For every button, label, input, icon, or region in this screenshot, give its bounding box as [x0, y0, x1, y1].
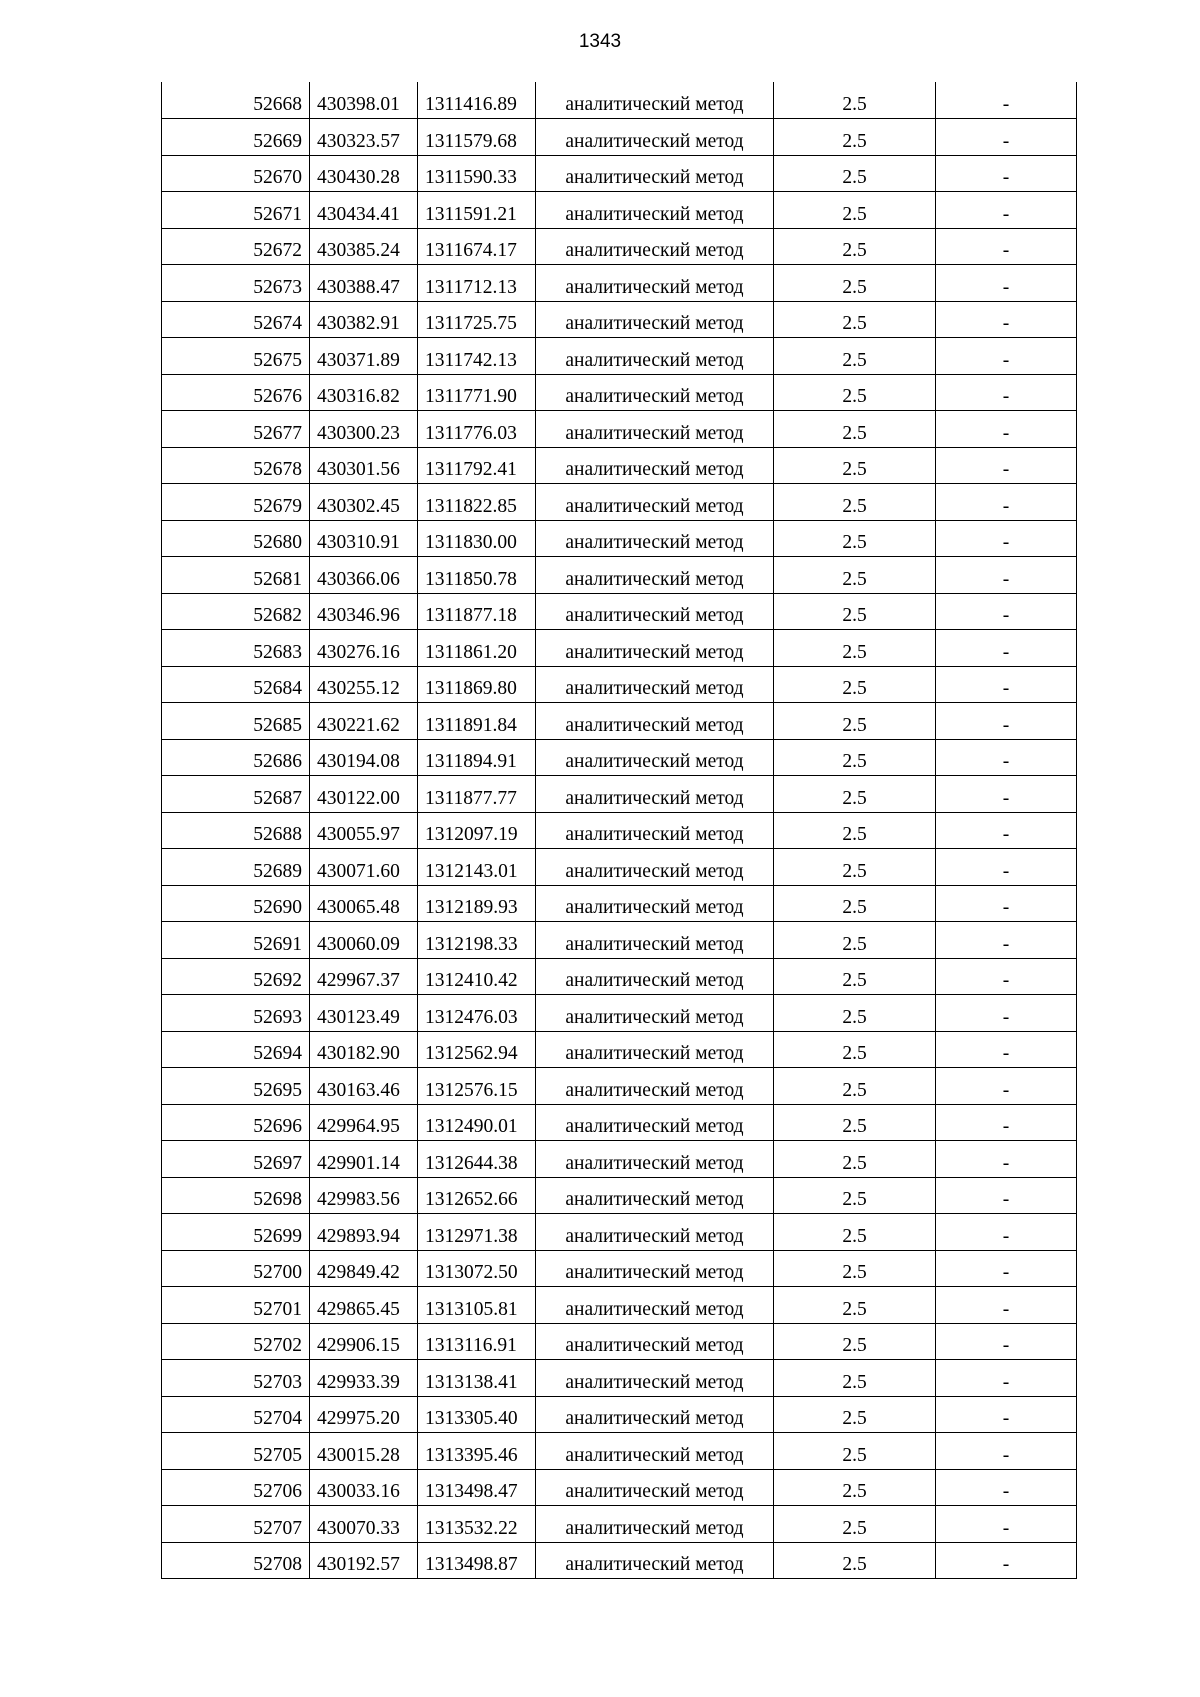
note-cell: - — [936, 265, 1077, 302]
accuracy-cell: 2.5 — [774, 557, 936, 594]
method-cell: аналитический метод — [536, 228, 774, 265]
note-cell: - — [936, 82, 1077, 119]
method-cell: аналитический метод — [536, 593, 774, 630]
x-coordinate-cell: 429906.15 — [310, 1323, 418, 1360]
table-row — [162, 338, 1077, 375]
y-coordinate-cell: 1311725.75 — [418, 301, 536, 338]
y-coordinate-cell: 1313532.22 — [418, 1506, 536, 1543]
method-cell: аналитический метод — [536, 265, 774, 302]
table-row — [162, 922, 1077, 959]
point-id-cell: 52704 — [162, 1396, 310, 1433]
table-row — [162, 1287, 1077, 1324]
point-id-cell: 52670 — [162, 155, 310, 192]
y-coordinate-cell: 1311590.33 — [418, 155, 536, 192]
x-coordinate-cell: 430122.00 — [310, 776, 418, 813]
note-cell: - — [936, 155, 1077, 192]
note-cell: - — [936, 1469, 1077, 1506]
note-cell: - — [936, 447, 1077, 484]
accuracy-cell: 2.5 — [774, 1214, 936, 1251]
x-coordinate-cell: 429975.20 — [310, 1396, 418, 1433]
method-cell: аналитический метод — [536, 739, 774, 776]
note-cell: - — [936, 922, 1077, 959]
point-id-cell: 52689 — [162, 849, 310, 886]
y-coordinate-cell: 1313395.46 — [418, 1433, 536, 1470]
table-row — [162, 812, 1077, 849]
point-id-cell: 52688 — [162, 812, 310, 849]
table-row — [162, 301, 1077, 338]
point-id-cell: 52682 — [162, 593, 310, 630]
method-cell: аналитический метод — [536, 776, 774, 813]
x-coordinate-cell: 430194.08 — [310, 739, 418, 776]
accuracy-cell: 2.5 — [774, 1396, 936, 1433]
point-id-cell: 52683 — [162, 630, 310, 667]
note-cell: - — [936, 1141, 1077, 1178]
point-id-cell: 52691 — [162, 922, 310, 959]
accuracy-cell: 2.5 — [774, 666, 936, 703]
x-coordinate-cell: 429933.39 — [310, 1360, 418, 1397]
note-cell: - — [936, 1250, 1077, 1287]
method-cell: аналитический метод — [536, 82, 774, 119]
note-cell: - — [936, 1360, 1077, 1397]
table-row — [162, 1360, 1077, 1397]
point-id-cell: 52676 — [162, 374, 310, 411]
note-cell: - — [936, 1323, 1077, 1360]
method-cell: аналитический метод — [536, 1287, 774, 1324]
accuracy-cell: 2.5 — [774, 1068, 936, 1105]
method-cell: аналитический метод — [536, 1542, 774, 1579]
note-cell: - — [936, 1542, 1077, 1579]
table-row — [162, 192, 1077, 229]
y-coordinate-cell: 1311416.89 — [418, 82, 536, 119]
method-cell: аналитический метод — [536, 1177, 774, 1214]
point-id-cell: 52672 — [162, 228, 310, 265]
x-coordinate-cell: 430163.46 — [310, 1068, 418, 1105]
table-row — [162, 155, 1077, 192]
point-id-cell: 52687 — [162, 776, 310, 813]
table-row — [162, 411, 1077, 448]
y-coordinate-cell: 1311894.91 — [418, 739, 536, 776]
table-row — [162, 885, 1077, 922]
point-id-cell: 52677 — [162, 411, 310, 448]
note-cell: - — [936, 593, 1077, 630]
note-cell: - — [936, 1104, 1077, 1141]
y-coordinate-cell: 1311591.21 — [418, 192, 536, 229]
table-row — [162, 1396, 1077, 1433]
note-cell: - — [936, 776, 1077, 813]
method-cell: аналитический метод — [536, 1396, 774, 1433]
point-id-cell: 52705 — [162, 1433, 310, 1470]
method-cell: аналитический метод — [536, 666, 774, 703]
note-cell: - — [936, 1068, 1077, 1105]
y-coordinate-cell: 1313116.91 — [418, 1323, 536, 1360]
x-coordinate-cell: 430371.89 — [310, 338, 418, 375]
note-cell: - — [936, 885, 1077, 922]
point-id-cell: 52696 — [162, 1104, 310, 1141]
method-cell: аналитический метод — [536, 1214, 774, 1251]
table-row — [162, 1250, 1077, 1287]
point-id-cell: 52675 — [162, 338, 310, 375]
x-coordinate-cell: 429865.45 — [310, 1287, 418, 1324]
accuracy-cell: 2.5 — [774, 1360, 936, 1397]
x-coordinate-cell: 430346.96 — [310, 593, 418, 630]
x-coordinate-cell: 430055.97 — [310, 812, 418, 849]
note-cell: - — [936, 1214, 1077, 1251]
point-id-cell: 52701 — [162, 1287, 310, 1324]
method-cell: аналитический метод — [536, 447, 774, 484]
note-cell: - — [936, 557, 1077, 594]
table-row — [162, 703, 1077, 740]
accuracy-cell: 2.5 — [774, 301, 936, 338]
y-coordinate-cell: 1311830.00 — [418, 520, 536, 557]
point-id-cell: 52678 — [162, 447, 310, 484]
note-cell: - — [936, 1396, 1077, 1433]
table-row — [162, 1141, 1077, 1178]
accuracy-cell: 2.5 — [774, 630, 936, 667]
method-cell: аналитический метод — [536, 812, 774, 849]
method-cell: аналитический метод — [536, 1141, 774, 1178]
y-coordinate-cell: 1311579.68 — [418, 119, 536, 156]
table-row — [162, 484, 1077, 521]
x-coordinate-cell: 430366.06 — [310, 557, 418, 594]
point-id-cell: 52680 — [162, 520, 310, 557]
accuracy-cell: 2.5 — [774, 1031, 936, 1068]
table-row — [162, 666, 1077, 703]
point-id-cell: 52679 — [162, 484, 310, 521]
table-row — [162, 849, 1077, 886]
x-coordinate-cell: 430123.49 — [310, 995, 418, 1032]
table-row — [162, 958, 1077, 995]
method-cell: аналитический метод — [536, 1104, 774, 1141]
table-row — [162, 265, 1077, 302]
y-coordinate-cell: 1312189.93 — [418, 885, 536, 922]
point-id-cell: 52673 — [162, 265, 310, 302]
table-row — [162, 1542, 1077, 1579]
method-cell: аналитический метод — [536, 1031, 774, 1068]
point-id-cell: 52695 — [162, 1068, 310, 1105]
method-cell: аналитический метод — [536, 885, 774, 922]
table-row — [162, 1506, 1077, 1543]
table-row — [162, 374, 1077, 411]
method-cell: аналитический метод — [536, 1360, 774, 1397]
note-cell: - — [936, 1177, 1077, 1214]
y-coordinate-cell: 1312562.94 — [418, 1031, 536, 1068]
y-coordinate-cell: 1312576.15 — [418, 1068, 536, 1105]
point-id-cell: 52668 — [162, 82, 310, 119]
note-cell: - — [936, 958, 1077, 995]
point-id-cell: 52703 — [162, 1360, 310, 1397]
table-row — [162, 593, 1077, 630]
x-coordinate-cell: 430192.57 — [310, 1542, 418, 1579]
method-cell: аналитический метод — [536, 1469, 774, 1506]
method-cell: аналитический метод — [536, 520, 774, 557]
y-coordinate-cell: 1313498.87 — [418, 1542, 536, 1579]
method-cell: аналитический метод — [536, 155, 774, 192]
accuracy-cell: 2.5 — [774, 1141, 936, 1178]
y-coordinate-cell: 1311891.84 — [418, 703, 536, 740]
method-cell: аналитический метод — [536, 849, 774, 886]
method-cell: аналитический метод — [536, 995, 774, 1032]
y-coordinate-cell: 1311822.85 — [418, 484, 536, 521]
table-row — [162, 82, 1077, 119]
accuracy-cell: 2.5 — [774, 119, 936, 156]
y-coordinate-cell: 1311674.17 — [418, 228, 536, 265]
method-cell: аналитический метод — [536, 958, 774, 995]
table-row — [162, 557, 1077, 594]
accuracy-cell: 2.5 — [774, 1542, 936, 1579]
table-row — [162, 119, 1077, 156]
accuracy-cell: 2.5 — [774, 1177, 936, 1214]
y-coordinate-cell: 1312143.01 — [418, 849, 536, 886]
note-cell: - — [936, 849, 1077, 886]
table-row — [162, 1433, 1077, 1470]
accuracy-cell: 2.5 — [774, 411, 936, 448]
table-row — [162, 1323, 1077, 1360]
y-coordinate-cell: 1311742.13 — [418, 338, 536, 375]
accuracy-cell: 2.5 — [774, 1250, 936, 1287]
method-cell: аналитический метод — [536, 192, 774, 229]
table-row — [162, 1068, 1077, 1105]
accuracy-cell: 2.5 — [774, 703, 936, 740]
point-id-cell: 52681 — [162, 557, 310, 594]
note-cell: - — [936, 338, 1077, 375]
point-id-cell: 52707 — [162, 1506, 310, 1543]
x-coordinate-cell: 430065.48 — [310, 885, 418, 922]
y-coordinate-cell: 1313305.40 — [418, 1396, 536, 1433]
note-cell: - — [936, 192, 1077, 229]
point-id-cell: 52684 — [162, 666, 310, 703]
method-cell: аналитический метод — [536, 484, 774, 521]
x-coordinate-cell: 430434.41 — [310, 192, 418, 229]
y-coordinate-cell: 1311776.03 — [418, 411, 536, 448]
x-coordinate-cell: 429964.95 — [310, 1104, 418, 1141]
note-cell: - — [936, 1433, 1077, 1470]
y-coordinate-cell: 1312198.33 — [418, 922, 536, 959]
table-row — [162, 776, 1077, 813]
y-coordinate-cell: 1311850.78 — [418, 557, 536, 594]
table-row — [162, 739, 1077, 776]
note-cell: - — [936, 374, 1077, 411]
y-coordinate-cell: 1311877.18 — [418, 593, 536, 630]
accuracy-cell: 2.5 — [774, 155, 936, 192]
note-cell: - — [936, 1506, 1077, 1543]
method-cell: аналитический метод — [536, 630, 774, 667]
accuracy-cell: 2.5 — [774, 1506, 936, 1543]
note-cell: - — [936, 630, 1077, 667]
x-coordinate-cell: 430300.23 — [310, 411, 418, 448]
y-coordinate-cell: 1313105.81 — [418, 1287, 536, 1324]
note-cell: - — [936, 228, 1077, 265]
accuracy-cell: 2.5 — [774, 922, 936, 959]
y-coordinate-cell: 1311771.90 — [418, 374, 536, 411]
point-id-cell: 52671 — [162, 192, 310, 229]
x-coordinate-cell: 430388.47 — [310, 265, 418, 302]
note-cell: - — [936, 666, 1077, 703]
x-coordinate-cell: 430301.56 — [310, 447, 418, 484]
y-coordinate-cell: 1311712.13 — [418, 265, 536, 302]
accuracy-cell: 2.5 — [774, 374, 936, 411]
method-cell: аналитический метод — [536, 374, 774, 411]
y-coordinate-cell: 1312644.38 — [418, 1141, 536, 1178]
accuracy-cell: 2.5 — [774, 1287, 936, 1324]
x-coordinate-cell: 430302.45 — [310, 484, 418, 521]
method-cell: аналитический метод — [536, 1433, 774, 1470]
accuracy-cell: 2.5 — [774, 82, 936, 119]
coordinates-table — [161, 82, 1077, 1579]
table-row — [162, 1031, 1077, 1068]
table-row — [162, 520, 1077, 557]
y-coordinate-cell: 1313498.47 — [418, 1469, 536, 1506]
point-id-cell: 52699 — [162, 1214, 310, 1251]
note-cell: - — [936, 520, 1077, 557]
table-row — [162, 447, 1077, 484]
y-coordinate-cell: 1312652.66 — [418, 1177, 536, 1214]
x-coordinate-cell: 430255.12 — [310, 666, 418, 703]
point-id-cell: 52702 — [162, 1323, 310, 1360]
x-coordinate-cell: 430382.91 — [310, 301, 418, 338]
method-cell: аналитический метод — [536, 1323, 774, 1360]
x-coordinate-cell: 429849.42 — [310, 1250, 418, 1287]
point-id-cell: 52692 — [162, 958, 310, 995]
table-body — [162, 82, 1077, 1579]
accuracy-cell: 2.5 — [774, 265, 936, 302]
y-coordinate-cell: 1311877.77 — [418, 776, 536, 813]
point-id-cell: 52698 — [162, 1177, 310, 1214]
point-id-cell: 52694 — [162, 1031, 310, 1068]
x-coordinate-cell: 430060.09 — [310, 922, 418, 959]
method-cell: аналитический метод — [536, 119, 774, 156]
note-cell: - — [936, 812, 1077, 849]
point-id-cell: 52706 — [162, 1469, 310, 1506]
accuracy-cell: 2.5 — [774, 192, 936, 229]
accuracy-cell: 2.5 — [774, 1104, 936, 1141]
point-id-cell: 52674 — [162, 301, 310, 338]
x-coordinate-cell: 430276.16 — [310, 630, 418, 667]
accuracy-cell: 2.5 — [774, 338, 936, 375]
note-cell: - — [936, 484, 1077, 521]
x-coordinate-cell: 430070.33 — [310, 1506, 418, 1543]
accuracy-cell: 2.5 — [774, 958, 936, 995]
y-coordinate-cell: 1312476.03 — [418, 995, 536, 1032]
method-cell: аналитический метод — [536, 1506, 774, 1543]
x-coordinate-cell: 430316.82 — [310, 374, 418, 411]
table-row — [162, 1469, 1077, 1506]
x-coordinate-cell: 430430.28 — [310, 155, 418, 192]
note-cell: - — [936, 703, 1077, 740]
note-cell: - — [936, 119, 1077, 156]
method-cell: аналитический метод — [536, 411, 774, 448]
point-id-cell: 52708 — [162, 1542, 310, 1579]
point-id-cell: 52669 — [162, 119, 310, 156]
table-row — [162, 228, 1077, 265]
y-coordinate-cell: 1312490.01 — [418, 1104, 536, 1141]
accuracy-cell: 2.5 — [774, 484, 936, 521]
x-coordinate-cell: 430033.16 — [310, 1469, 418, 1506]
x-coordinate-cell: 430323.57 — [310, 119, 418, 156]
note-cell: - — [936, 1031, 1077, 1068]
y-coordinate-cell: 1311869.80 — [418, 666, 536, 703]
accuracy-cell: 2.5 — [774, 593, 936, 630]
table-row — [162, 1104, 1077, 1141]
accuracy-cell: 2.5 — [774, 520, 936, 557]
point-id-cell: 52697 — [162, 1141, 310, 1178]
table-row — [162, 1177, 1077, 1214]
method-cell: аналитический метод — [536, 1250, 774, 1287]
method-cell: аналитический метод — [536, 1068, 774, 1105]
note-cell: - — [936, 995, 1077, 1032]
accuracy-cell: 2.5 — [774, 776, 936, 813]
method-cell: аналитический метод — [536, 557, 774, 594]
x-coordinate-cell: 430182.90 — [310, 1031, 418, 1068]
note-cell: - — [936, 1287, 1077, 1324]
table-row — [162, 995, 1077, 1032]
accuracy-cell: 2.5 — [774, 1433, 936, 1470]
table-row — [162, 630, 1077, 667]
note-cell: - — [936, 411, 1077, 448]
point-id-cell: 52690 — [162, 885, 310, 922]
x-coordinate-cell: 429901.14 — [310, 1141, 418, 1178]
x-coordinate-cell: 430310.91 — [310, 520, 418, 557]
y-coordinate-cell: 1313138.41 — [418, 1360, 536, 1397]
accuracy-cell: 2.5 — [774, 885, 936, 922]
page-number: 1343 — [578, 31, 622, 52]
note-cell: - — [936, 739, 1077, 776]
method-cell: аналитический метод — [536, 338, 774, 375]
table-row — [162, 1214, 1077, 1251]
method-cell: аналитический метод — [536, 922, 774, 959]
y-coordinate-cell: 1311792.41 — [418, 447, 536, 484]
x-coordinate-cell: 430385.24 — [310, 228, 418, 265]
x-coordinate-cell: 430221.62 — [310, 703, 418, 740]
y-coordinate-cell: 1311861.20 — [418, 630, 536, 667]
method-cell: аналитический метод — [536, 301, 774, 338]
x-coordinate-cell: 430071.60 — [310, 849, 418, 886]
accuracy-cell: 2.5 — [774, 447, 936, 484]
x-coordinate-cell: 430398.01 — [310, 82, 418, 119]
accuracy-cell: 2.5 — [774, 1469, 936, 1506]
x-coordinate-cell: 429893.94 — [310, 1214, 418, 1251]
accuracy-cell: 2.5 — [774, 812, 936, 849]
accuracy-cell: 2.5 — [774, 739, 936, 776]
point-id-cell: 52685 — [162, 703, 310, 740]
note-cell: - — [936, 301, 1077, 338]
accuracy-cell: 2.5 — [774, 849, 936, 886]
y-coordinate-cell: 1312410.42 — [418, 958, 536, 995]
y-coordinate-cell: 1313072.50 — [418, 1250, 536, 1287]
x-coordinate-cell: 429983.56 — [310, 1177, 418, 1214]
point-id-cell: 52700 — [162, 1250, 310, 1287]
accuracy-cell: 2.5 — [774, 228, 936, 265]
method-cell: аналитический метод — [536, 703, 774, 740]
x-coordinate-cell: 430015.28 — [310, 1433, 418, 1470]
point-id-cell: 52693 — [162, 995, 310, 1032]
accuracy-cell: 2.5 — [774, 995, 936, 1032]
x-coordinate-cell: 429967.37 — [310, 958, 418, 995]
accuracy-cell: 2.5 — [774, 1323, 936, 1360]
y-coordinate-cell: 1312971.38 — [418, 1214, 536, 1251]
y-coordinate-cell: 1312097.19 — [418, 812, 536, 849]
point-id-cell: 52686 — [162, 739, 310, 776]
